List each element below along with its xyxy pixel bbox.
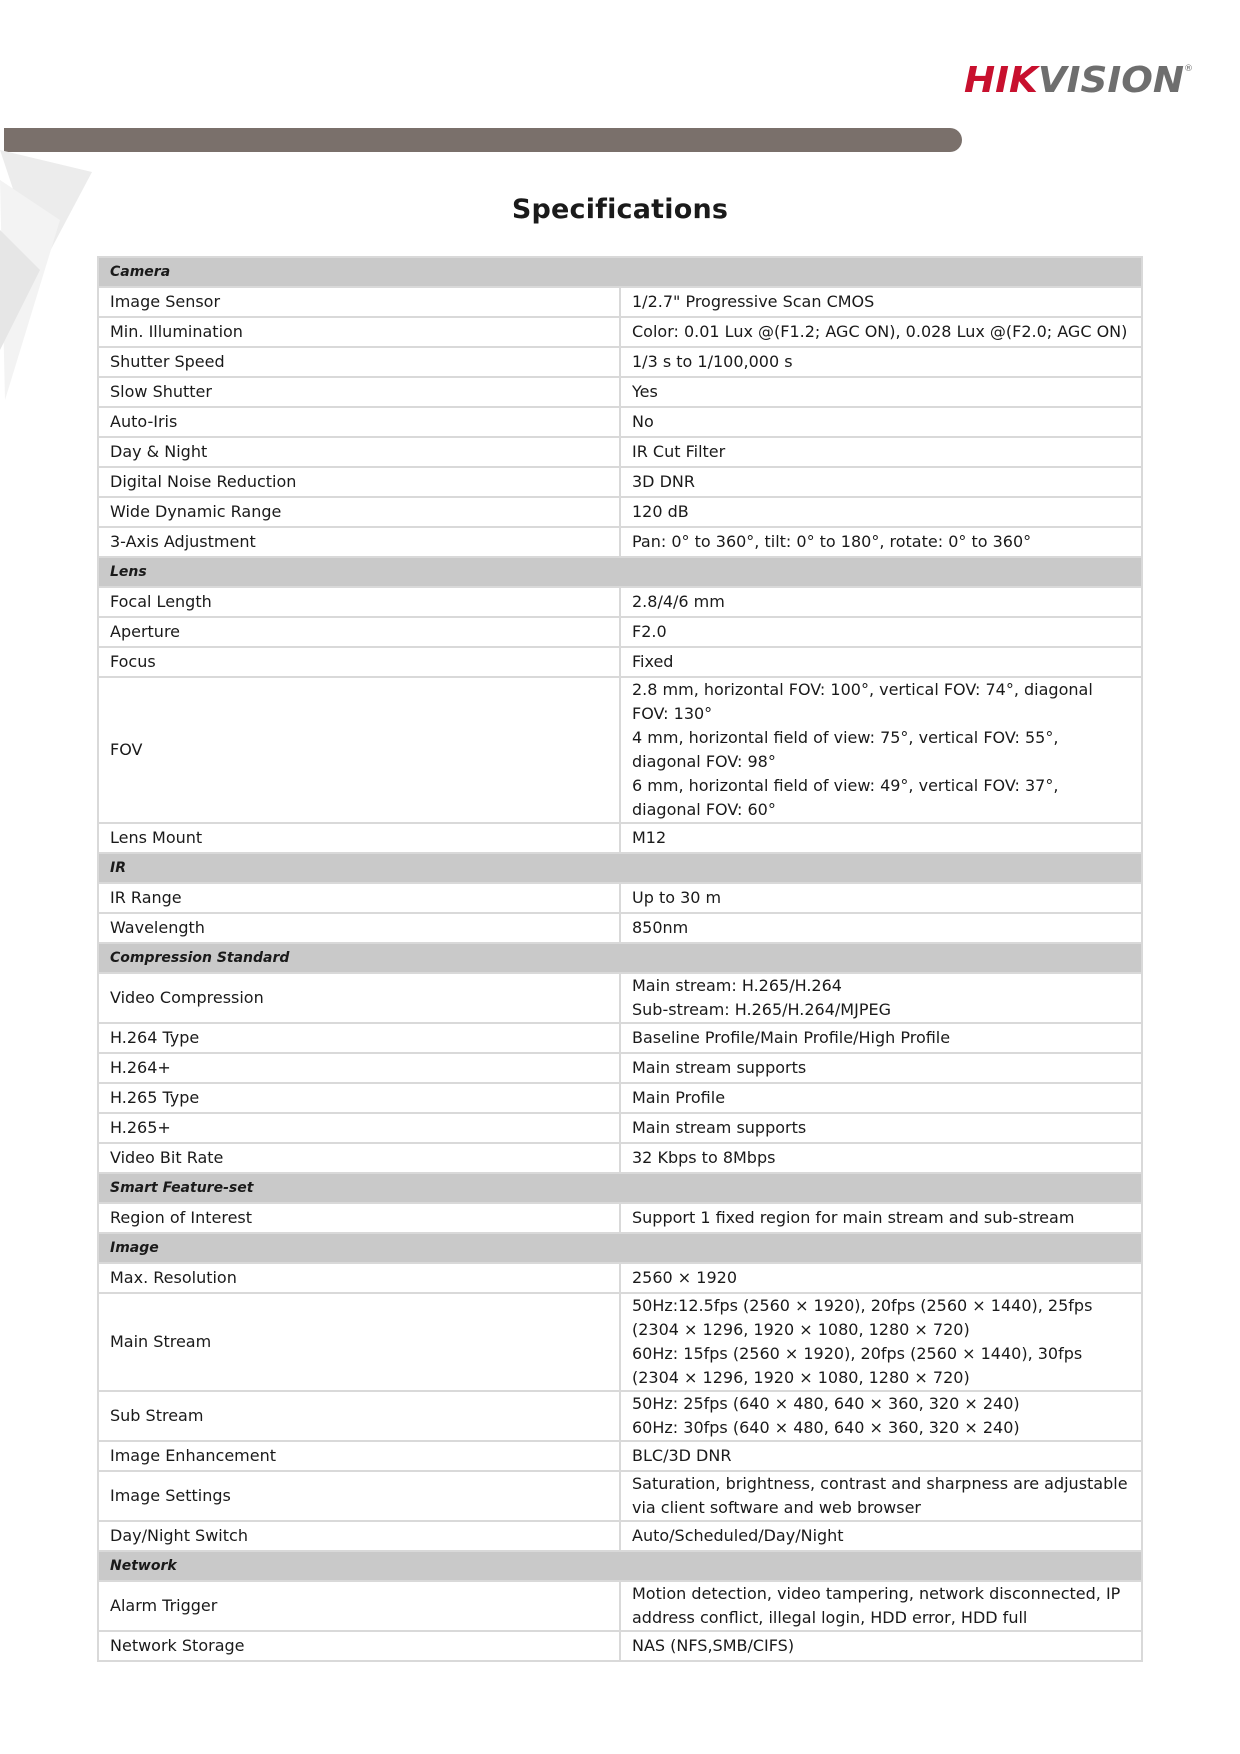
spec-label: Lens Mount (98, 823, 620, 853)
spec-value (620, 1631, 1142, 1661)
spec-label: Image Enhancement (98, 1441, 620, 1471)
spec-row-lens-mount (98, 823, 1142, 853)
spec-value-line: 60Hz: 15fps (2560 × 1920), 20fps (2560 × 1440), 30fps (2304 × 1296, 1920 × 1080, 1280 × 720) (632, 1344, 1083, 1387)
spec-label: Shutter Speed (98, 347, 620, 377)
spec-label: Video Compression (98, 973, 620, 1023)
spec-value (620, 1293, 1142, 1391)
section-title: Camera (98, 257, 1142, 287)
spec-value-line: Up to 30 m (632, 888, 722, 907)
spec-label: Video Bit Rate (98, 1143, 620, 1173)
spec-row-max-resolution (98, 1263, 1142, 1293)
spec-value (620, 647, 1142, 677)
spec-value-line: Motion detection, video tampering, network disconnected, IP address conflict, illegal login, HDD error, HDD full (632, 1584, 1121, 1627)
spec-value (620, 1053, 1142, 1083)
spec-value-line: 50Hz:12.5fps (2560 × 1920), 20fps (2560 × 1440), 25fps (2304 × 1296, 1920 × 1080, 1280 × 720) (632, 1296, 1093, 1339)
spec-value (620, 1023, 1142, 1053)
section-header-camera (98, 257, 1142, 287)
spec-value (620, 1391, 1142, 1441)
spec-value (620, 497, 1142, 527)
spec-value-line: F2.0 (632, 622, 667, 641)
spec-row-h-264 (98, 1053, 1142, 1083)
section-header-image (98, 1233, 1142, 1263)
spec-value (620, 677, 1142, 823)
section-header-network (98, 1551, 1142, 1581)
header-bar (4, 128, 962, 152)
spec-value-line: Saturation, brightness, contrast and sharpness are adjustable via client software and web browser (632, 1474, 1128, 1517)
spec-value (620, 467, 1142, 497)
spec-row-region-of-interest (98, 1203, 1142, 1233)
spec-value-line: Main stream: H.265/H.264 (632, 976, 842, 995)
spec-value-line: BLC/3D DNR (632, 1446, 732, 1465)
section-title: IR (98, 853, 1142, 883)
spec-label: IR Range (98, 883, 620, 913)
spec-value (620, 1521, 1142, 1551)
spec-value (620, 347, 1142, 377)
spec-row-shutter-speed (98, 347, 1142, 377)
spec-row-h-265-type (98, 1083, 1142, 1113)
spec-label: Region of Interest (98, 1203, 620, 1233)
spec-value-line: Pan: 0° to 360°, tilt: 0° to 180°, rotate: 0° to 360° (632, 532, 1032, 551)
spec-label: Max. Resolution (98, 1263, 620, 1293)
spec-label: 3-Axis Adjustment (98, 527, 620, 557)
spec-value-line: Color: 0.01 Lux @(F1.2; AGC ON), 0.028 Lux @(F2.0; AGC ON) (632, 322, 1128, 341)
spec-value-line: 1/2.7" Progressive Scan CMOS (632, 292, 875, 311)
spec-value-line: 1/3 s to 1/100,000 s (632, 352, 793, 371)
spec-label: FOV (98, 677, 620, 823)
spec-value (620, 1263, 1142, 1293)
spec-row-image-sensor (98, 287, 1142, 317)
spec-value (620, 1143, 1142, 1173)
spec-value-line: 4 mm, horizontal field of view: 75°, vertical FOV: 55°, diagonal FOV: 98° (632, 728, 1059, 771)
spec-row-fov (98, 677, 1142, 823)
spec-row-network-storage (98, 1631, 1142, 1661)
spec-row-ir-range (98, 883, 1142, 913)
spec-value (620, 1471, 1142, 1521)
section-header-ir (98, 853, 1142, 883)
spec-value-line: Baseline Profile/Main Profile/High Profile (632, 1028, 951, 1047)
spec-label: Focal Length (98, 587, 620, 617)
spec-value (620, 407, 1142, 437)
spec-row-day-night (98, 437, 1142, 467)
spec-row-focal-length (98, 587, 1142, 617)
spec-value-line: 60Hz: 30fps (640 × 480, 640 × 360, 320 × 240) (632, 1418, 1020, 1437)
spec-label: Image Settings (98, 1471, 620, 1521)
svg-text:®: ® (1184, 64, 1193, 74)
spec-value (620, 823, 1142, 853)
spec-value-line: 6 mm, horizontal field of view: 49°, vertical FOV: 37°, diagonal FOV: 60° (632, 776, 1059, 819)
spec-value-line: M12 (632, 828, 667, 847)
spec-value (620, 527, 1142, 557)
spec-label: Sub Stream (98, 1391, 620, 1441)
spec-row-image-settings (98, 1471, 1142, 1521)
spec-value-line: 120 dB (632, 502, 689, 521)
spec-row-wavelength (98, 913, 1142, 943)
spec-value-line: 2560 × 1920 (632, 1268, 738, 1287)
decorative-triangles (0, 150, 100, 400)
spec-value (620, 883, 1142, 913)
spec-value (620, 587, 1142, 617)
spec-row-alarm-trigger (98, 1581, 1142, 1631)
spec-row-3-axis-adjustment (98, 527, 1142, 557)
section-title: Smart Feature-set (98, 1173, 1142, 1203)
spec-value-line: Yes (632, 382, 658, 401)
specifications-table (97, 256, 1143, 1662)
spec-value-line: Support 1 fixed region for main stream and sub-stream (632, 1208, 1075, 1227)
spec-value (620, 317, 1142, 347)
spec-value (620, 377, 1142, 407)
section-title: Network (98, 1551, 1142, 1581)
spec-label: Wavelength (98, 913, 620, 943)
spec-row-video-bit-rate (98, 1143, 1142, 1173)
spec-row-slow-shutter (98, 377, 1142, 407)
spec-value-line: NAS (NFS,SMB/CIFS) (632, 1636, 795, 1655)
spec-value-line: Fixed (632, 652, 674, 671)
spec-value (620, 1441, 1142, 1471)
spec-label: H.265+ (98, 1113, 620, 1143)
spec-label: Auto-Iris (98, 407, 620, 437)
spec-value-line: Auto/Scheduled/Day/Night (632, 1526, 844, 1545)
spec-value-line: Sub-stream: H.265/H.264/MJPEG (632, 1000, 891, 1019)
spec-row-sub-stream (98, 1391, 1142, 1441)
spec-value-line: 2.8/4/6 mm (632, 592, 725, 611)
spec-label: Alarm Trigger (98, 1581, 620, 1631)
svg-text:HIKVISION: HIKVISION (964, 60, 1180, 101)
spec-value-line: 32 Kbps to 8Mbps (632, 1148, 776, 1167)
spec-value-line: 3D DNR (632, 472, 695, 491)
spec-value (620, 1581, 1142, 1631)
spec-row-main-stream (98, 1293, 1142, 1391)
section-title: Image (98, 1233, 1142, 1263)
spec-row-image-enhancement (98, 1441, 1142, 1471)
spec-label: Day & Night (98, 437, 620, 467)
spec-value-line: 50Hz: 25fps (640 × 480, 640 × 360, 320 × 240) (632, 1394, 1020, 1413)
section-title: Lens (98, 557, 1142, 587)
section-header-compression-standard (98, 943, 1142, 973)
spec-value (620, 437, 1142, 467)
spec-label: Slow Shutter (98, 377, 620, 407)
spec-label: H.264 Type (98, 1023, 620, 1053)
spec-label: Wide Dynamic Range (98, 497, 620, 527)
spec-value (620, 1203, 1142, 1233)
spec-row-video-compression (98, 973, 1142, 1023)
spec-label: Image Sensor (98, 287, 620, 317)
spec-value (620, 1113, 1142, 1143)
spec-label: Focus (98, 647, 620, 677)
spec-label: Main Stream (98, 1293, 620, 1391)
spec-label: Aperture (98, 617, 620, 647)
spec-row-wide-dynamic-range (98, 497, 1142, 527)
spec-label: H.265 Type (98, 1083, 620, 1113)
spec-value (620, 1083, 1142, 1113)
spec-value-line: Main stream supports (632, 1118, 807, 1137)
spec-value-line: No (632, 412, 654, 431)
spec-row-min-illumination (98, 317, 1142, 347)
spec-value-line: IR Cut Filter (632, 442, 726, 461)
spec-row-aperture (98, 617, 1142, 647)
spec-value (620, 913, 1142, 943)
section-title: Compression Standard (98, 943, 1142, 973)
page-title: Specifications (511, 194, 729, 225)
spec-row-digital-noise-reduction (98, 467, 1142, 497)
spec-row-h-265 (98, 1113, 1142, 1143)
spec-value-line: 850nm (632, 918, 689, 937)
spec-value-line: Main Profile (632, 1088, 726, 1107)
spec-row-focus (98, 647, 1142, 677)
spec-label: Min. Illumination (98, 317, 620, 347)
spec-value (620, 973, 1142, 1023)
spec-value-line: 2.8 mm, horizontal FOV: 100°, vertical FOV: 74°, diagonal FOV: 130° (632, 680, 1093, 723)
spec-label: Day/Night Switch (98, 1521, 620, 1551)
spec-row-day-night-switch (98, 1521, 1142, 1551)
section-header-lens (98, 557, 1142, 587)
spec-value (620, 617, 1142, 647)
spec-label: Digital Noise Reduction (98, 467, 620, 497)
spec-value-line: Main stream supports (632, 1058, 807, 1077)
spec-row-h-264-type (98, 1023, 1142, 1053)
spec-value (620, 287, 1142, 317)
hikvision-logo (962, 55, 1194, 101)
spec-label: Network Storage (98, 1631, 620, 1661)
spec-row-auto-iris (98, 407, 1142, 437)
spec-label: H.264+ (98, 1053, 620, 1083)
section-header-smart-feature-set (98, 1173, 1142, 1203)
